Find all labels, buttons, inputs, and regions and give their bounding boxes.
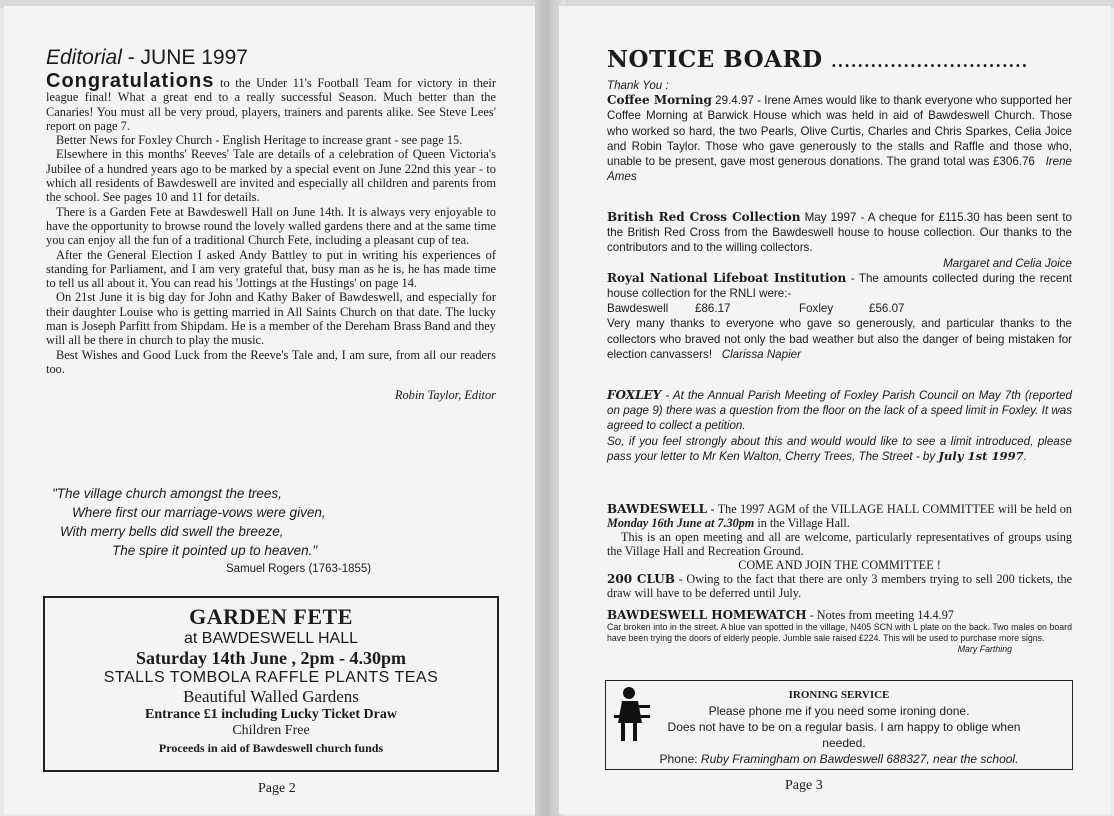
- title-text: NOTICE BOARD: [607, 46, 823, 73]
- poem-citation: Samuel Rogers (1763-1855): [226, 563, 372, 575]
- notice-text: - Notes from meeting 14.4.97: [806, 608, 954, 622]
- title-dots: ..............................: [831, 52, 1029, 71]
- foxley-notice: [607, 388, 1072, 464]
- fete-proceeds: Proceeds in aid of Bawdeswell church funds: [158, 741, 384, 755]
- foxley-petition: [607, 434, 1072, 464]
- fete-date: Saturday 14th June , 2pm - 4.30pm: [135, 648, 407, 668]
- join-committee: COME AND JOIN THE COMMITTEE !: [738, 558, 941, 572]
- fete-stalls: STALLS TOMBOLA RAFFLE PLANTS TEAS: [103, 669, 439, 686]
- red-cross-notice: [607, 210, 1072, 362]
- rnli-notice: [607, 271, 1072, 301]
- phone-details: Ruby Framingham on Bawdeswell 688327, near the school.: [700, 752, 1019, 766]
- page-number-2: Page 2: [258, 781, 296, 796]
- homewatch-notes: Car broken into in the street. A blue van spotted in the village, N405 SCN with L plate on the back. Two males on board have been trying the doors of elderly people. Jumble sale raised £224. This will be used to purchase more signs.: [607, 622, 1072, 643]
- woman-ironing-icon: [612, 685, 652, 745]
- page-2: [4, 6, 541, 814]
- poem-line: The spire it pointed up to heaven.": [112, 543, 318, 558]
- paragraph-text: to the Under 11's Football Team for victory in their league final! What a great end to a really successful Season. Much better than the Canaries! You must all be very proud, players, trainers and parents alike. See Steve Lees' report on page 7.: [46, 76, 496, 133]
- phone-label: Phone:: [659, 752, 701, 766]
- poem-line: "The village church amongst the trees,: [52, 486, 282, 501]
- page-3: [559, 6, 1111, 814]
- notice-text: - The 1997 AGM of the VILLAGE HALL COMMITTEE will be held on: [707, 502, 1072, 516]
- deadline-date: July 1st 1997: [938, 448, 1024, 463]
- ironing-heading: IRONING SERVICE: [788, 689, 890, 701]
- editorial-paragraph: [46, 70, 496, 133]
- place: Foxley: [799, 302, 834, 316]
- notices-top: [607, 78, 1072, 184]
- meeting-date: Monday 16th June at 7.30pm: [607, 516, 755, 530]
- ironing-line: Does not have to be on a regular basis. I am happy to oblige when needed.: [667, 720, 1021, 750]
- editorial-paragraph: On 21st June it is big day for John and Kathy Baker of Bawdeswell, and especially for their daughter Louise who is getting married in All Saints Church on that date. The lucky man is Joseph Parfitt from Shipdam. He is a member of the Dereham Brass Band and they will all be there in church to play the music.: [46, 290, 496, 348]
- place: Bawdeswell: [607, 302, 669, 316]
- notice-text: May 1997 - A cheque for £115.30 has been sent to the British Red Cross from the Bawdeswell house to house collection. Our thanks to the contributors and to the willing collectors.: [607, 211, 1073, 255]
- congratulations-word: Congratulations: [46, 70, 215, 92]
- coffee-morning-notice: [607, 93, 1072, 184]
- notice-text: .: [1023, 449, 1027, 463]
- editorial-heading: [46, 46, 248, 70]
- notice-heading: Royal National Lifeboat Institution: [607, 270, 847, 285]
- notice-signature: Irene Ames: [607, 155, 1072, 184]
- 200-club-notice: [607, 572, 1072, 600]
- ironing-phone: [606, 751, 1072, 767]
- bawdeswell-agm: [607, 502, 1072, 530]
- fete-children: Children Free: [232, 723, 310, 738]
- fete-entrance: Entrance £1 including Lucky Ticket Draw: [145, 707, 397, 722]
- fete-title: GARDEN FETE: [189, 604, 353, 629]
- fete-gardens: Beautiful Walled Gardens: [183, 687, 359, 706]
- homewatch-heading: [607, 608, 1072, 622]
- rnli-amounts: [607, 301, 1072, 316]
- notice-text: 29.4.97 - Irene Ames would like to thank everyone who supported her Coffee Morning at Barwick House which was held in aid of Bawdeswell Church. Those who worked so hard, the two Pearls, Olive Curtis, Charles and Chris Sparkes, Celia Joice and Robin Taylor. Those who gave generously to the stalls and Raffle and those who, unable to be present, gave most generous donations. The grand total was £306.76: [607, 94, 1073, 169]
- notice-signature: Mary Farthing: [957, 644, 1012, 654]
- editorial-word: Editorial: [46, 46, 122, 69]
- ironing-service-box: [605, 680, 1073, 770]
- notice-heading: FOXLEY: [607, 388, 662, 402]
- notice-text: - Owing to the fact that there are only 3 members trying to sell 200 tickets, the draw will have to be deferred until July.: [607, 572, 1072, 600]
- notice-text: in the Village Hall.: [754, 516, 850, 530]
- notice-heading: British Red Cross Collection: [607, 210, 801, 224]
- thank-you-label: Thank You :: [607, 79, 669, 92]
- rnli-thanks: [607, 316, 1072, 362]
- editorial-date: JUNE 1997: [140, 46, 248, 69]
- foxley-text: [607, 388, 1072, 434]
- bawdeswell-notice: [607, 502, 1072, 600]
- amount: £86.17: [695, 302, 731, 316]
- editorial-paragraph: There is a Garden Fete at Bawdeswell Hall on June 14th. It is always very enjoyable to have the opportunity to browse round the lovely walled gardens there and at the same time you can enjoy all the fun of a traditional Church Fete, including a pleasant cup of tea.: [46, 204, 496, 248]
- amount: £56.07: [869, 302, 905, 316]
- editorial-body: [46, 70, 496, 403]
- homewatch-notice: [607, 608, 1072, 655]
- notice-signature: Margaret and Celia Joice: [943, 256, 1072, 270]
- garden-fete-box: [43, 596, 499, 772]
- notice-heading: BAWDESWELL: [607, 502, 708, 516]
- editorial-paragraph: Better News for Foxley Church - English Heritage to increase grant - see page 15.: [56, 133, 463, 148]
- bawdeswell-open-meeting: This is an open meeting and all are welcome, particularly representatives of groups using the Village Hall and Recreation Ground.: [607, 530, 1072, 558]
- editorial-paragraph: After the General Election I asked Andy Battley to put in writing his experiences of standing for Parliament, and I am very grateful that, busy man as he is, he has made time to tell us all about it. You can read his 'Jottings at the Hustings' on page 14.: [46, 247, 496, 291]
- editor-signature: Robin Taylor, Editor: [394, 388, 496, 403]
- notice-board-title: [607, 46, 1028, 73]
- editorial-paragraph: Elsewhere in this months' Reeves' Tale are details of a celebration of Queen Victoria's Jubilee of a hundred years ago to be marked by a special event on June 22nd this year - to which all residents of Bawdeswell are invited and especially all children and parents from the school. See pages 10 and 11 for details.: [46, 147, 496, 205]
- editorial-separator: -: [121, 46, 141, 69]
- notice-text: Very many thanks to everyone who gave so generously, and particular thanks to the collectors who braved not only the bad weather but also the danger of being mistaken for election canvassers!: [607, 317, 1072, 361]
- red-cross-text: [607, 210, 1072, 256]
- page-number-3: Page 3: [785, 778, 823, 793]
- notice-text: So, if you feel strongly about this and would would like to see a limit introduced, please pass your letter to Mr Ken Walton, Cherry Trees, The Street - by: [607, 434, 1072, 463]
- fete-venue: at BAWDESWELL HALL: [184, 630, 358, 647]
- poem-line: With merry bells did swell the breeze,: [60, 524, 284, 539]
- notice-heading: BAWDESWELL HOMEWATCH: [607, 608, 807, 622]
- ironing-line: Please phone me if you need some ironing done.: [708, 704, 970, 718]
- editorial-paragraph: Best Wishes and Good Luck from the Reeve's Tale and, I am sure, from all our readers too.: [46, 347, 496, 376]
- notice-text: - The amounts collected during the recent house collection for the RNLI were:-: [607, 271, 1072, 301]
- notice-heading: Coffee Morning: [607, 93, 712, 108]
- notice-text: - At the Annual Parish Meeting of Foxley Parish Council on May 7th (reported on page 9) there was a question from the floor on the lack of a speed limit in Foxley. It was agreed to collect a petition.: [607, 389, 1072, 433]
- poem-quote: [52, 484, 371, 579]
- poem-line: Where first our marriage-vows were given,: [72, 505, 326, 520]
- notice-heading: 200 CLUB: [607, 572, 675, 586]
- notice-signature: Clarissa Napier: [721, 347, 801, 361]
